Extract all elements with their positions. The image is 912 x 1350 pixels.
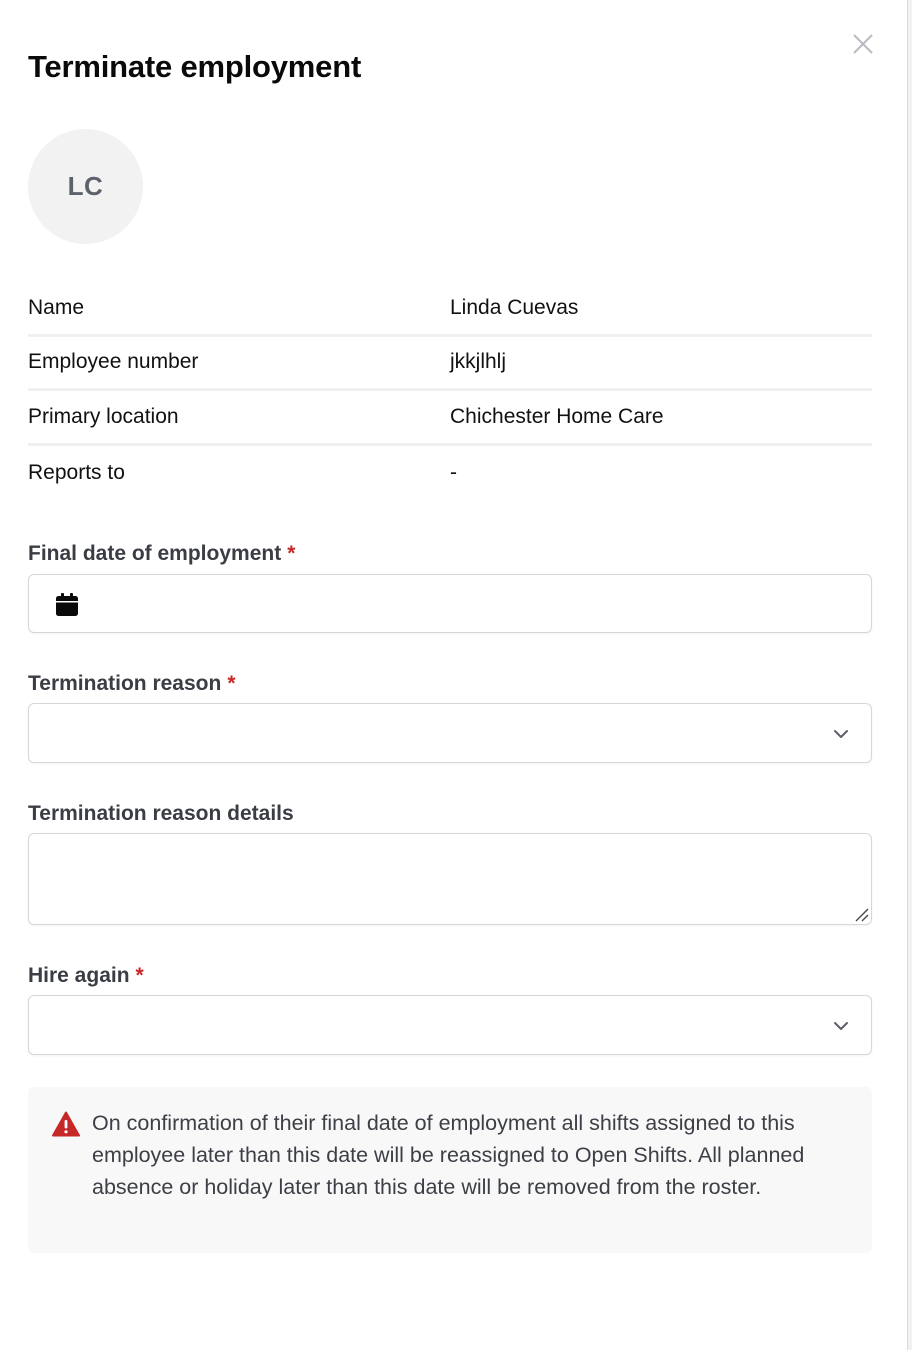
hire-again-select[interactable] [28,995,872,1055]
required-marker: * [287,542,296,565]
info-label: Name [28,295,85,319]
avatar [28,129,143,244]
chevron-down-icon [831,724,851,744]
dialog-title: Terminate employment [28,49,362,84]
alert-message: On confirmation of their final date of employment all shifts assigned to this employee later than this date will be reassigned to Open Shifts. All planned absence or holiday later than this date will be removed from the roster. [92,1111,805,1199]
info-value: Chichester Home Care [450,404,664,428]
termination-details-textarea[interactable] [28,833,872,925]
employee-info-table [28,282,872,500]
info-row-reports-to [28,446,872,501]
required-marker: * [227,672,236,695]
info-value: - [450,460,457,484]
resize-grip-icon[interactable] [853,906,869,922]
chevron-down-icon [831,1016,851,1036]
close-button[interactable] [848,29,878,59]
termination-details-label [28,802,294,826]
window-edge [908,0,912,1350]
info-label: Primary location [28,404,179,428]
calendar-icon[interactable] [53,591,81,619]
hire-again-label-text: Hire again [28,964,130,987]
info-label: Employee number [28,350,199,374]
close-icon [852,33,874,55]
info-value: Linda Cuevas [450,295,579,319]
warning-icon [52,1111,80,1137]
final-date-input[interactable] [28,574,872,633]
final-date-label [28,542,295,566]
termination-details-label-text: Termination reason details [28,802,294,825]
warning-alert [28,1087,872,1253]
final-date-label-text: Final date of employment [28,542,282,565]
info-value: jkkjlhlj [450,350,507,374]
hire-again-label [28,964,144,988]
required-marker: * [135,964,144,987]
termination-reason-select[interactable] [28,703,872,763]
info-row-employee-number [28,337,872,392]
termination-reason-label-text: Termination reason [28,672,222,695]
termination-reason-label [28,672,236,696]
avatar-initials: LC [67,171,104,201]
info-row-name [28,282,872,337]
info-label: Reports to [28,460,125,484]
info-row-primary-location [28,391,872,446]
